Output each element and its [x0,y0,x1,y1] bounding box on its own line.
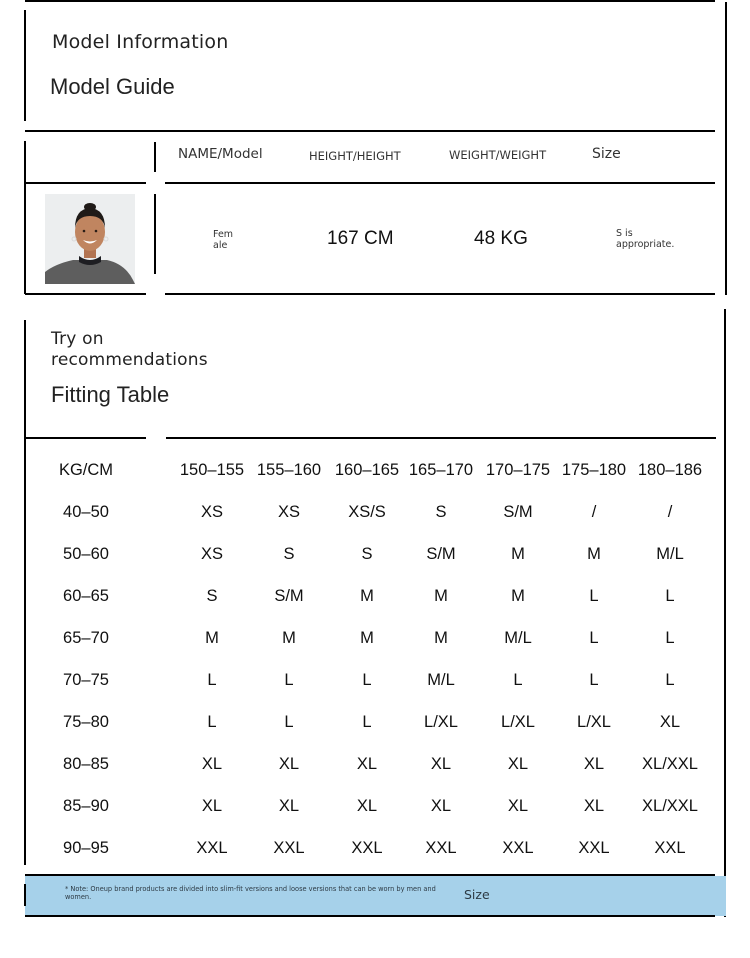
model-height-value: 167 CM [327,228,394,249]
model-name-line2: ale [213,240,228,251]
size-cell: / [591,503,597,521]
size-cell: L/XL [577,713,611,731]
model-table-divider-body [154,194,156,274]
right-border-lower [724,309,726,917]
header-weight: WEIGHT/WEIGHT [449,148,547,162]
size-cell: L [513,671,523,689]
model-portrait-icon [45,194,135,284]
size-cell: XL [430,797,452,815]
table-row [27,701,717,743]
fitting-header-border-right [166,437,716,439]
size-cell: XL [356,797,378,815]
size-cell: XL/XXL [642,797,698,815]
weight-range-label: 70–75 [63,671,109,689]
size-cell: XL [201,755,223,773]
weight-range-label: 60–65 [63,587,109,605]
size-cell: L [362,671,372,689]
weight-range-label: 40–50 [63,503,109,521]
size-cell: XL [659,713,681,731]
size-cell: XL [507,755,529,773]
size-cell: XXL [351,839,383,857]
size-cell: L [665,629,675,647]
table-row [27,827,717,869]
size-cell: S [206,587,218,605]
size-cell: M [434,629,448,647]
model-information-subtitle: Model Information [52,31,229,53]
model-table-bottom-border-right [165,293,715,295]
model-guide-title: Model Guide [50,74,175,99]
size-cell: XS/S [348,503,386,521]
size-cell: L [665,671,675,689]
size-cell: XXL [196,839,228,857]
top-border [25,0,715,2]
try-on-subtitle-line1: Try on [51,329,104,349]
model-section-left-border [24,10,26,121]
size-cell: M [282,629,296,647]
height-range-header: 150–155 [179,461,245,479]
size-cell: XL [278,755,300,773]
model-table-bottom-border-left [25,293,146,295]
note-top-border [25,874,715,876]
weight-range-label: 65–70 [63,629,109,647]
table-row [27,659,717,701]
size-cell: S [361,545,373,563]
height-range-header: 175–180 [561,461,627,479]
header-size: Size [592,146,621,162]
note-bottom-border [25,915,715,917]
model-table-header-border-right [165,182,715,184]
size-cell: L/XL [501,713,535,731]
model-photo [45,194,135,284]
size-cell: M [587,545,601,563]
size-cell: L [284,713,294,731]
header-height: HEIGHT/HEIGHT [309,149,401,163]
size-cell: XS [200,503,224,521]
size-cell: XXL [502,839,534,857]
fitting-header-border-left [25,437,146,439]
note-bar [25,876,726,916]
weight-range-label: 50–60 [63,545,109,563]
model-name-line1: Fem [213,229,234,240]
size-cell: M [360,629,374,647]
size-cell: S/M [274,587,304,605]
note-left-accent [24,884,26,906]
size-cell: XL [583,755,605,773]
size-cell: L [362,713,372,731]
height-range-header: 160–165 [334,461,400,479]
size-cell: XXL [425,839,457,857]
size-cell: L/XL [424,713,458,731]
height-range-header: 170–175 [485,461,551,479]
size-cell: M [360,587,374,605]
model-table-header-border-left [25,182,146,184]
size-cell: M [434,587,448,605]
table-row [27,743,717,785]
size-cell: S/M [503,503,533,521]
size-cell: L [284,671,294,689]
model-weight-value: 48 KG [474,228,528,249]
size-cell: XS [277,503,301,521]
size-cell: L [207,713,217,731]
size-cell: L [589,587,599,605]
size-cell: M [511,587,525,605]
size-cell: XXL [273,839,305,857]
weight-range-label: 90–95 [63,839,109,857]
fitting-table-header-row [27,449,717,491]
model-table-top-border [25,130,715,132]
model-table-left-border [24,141,26,294]
height-range-header: 180–186 [637,461,703,479]
table-row [27,533,717,575]
size-cell: L [589,671,599,689]
size-cell: XL [507,797,529,815]
size-cell: L [665,587,675,605]
size-cell: M/L [427,671,455,689]
size-cell: M [511,545,525,563]
size-cell: M [205,629,219,647]
header-name-model: NAME/Model [178,146,263,162]
model-size-line1: S is [616,228,633,239]
size-cell: XL [201,797,223,815]
height-range-header: 155–160 [256,461,322,479]
size-cell: XXL [654,839,686,857]
size-cell: S [283,545,295,563]
size-cell: M/L [504,629,532,647]
size-cell: XL [430,755,452,773]
size-cell: S [435,503,447,521]
size-cell: L [589,629,599,647]
fitting-section-left-border [24,320,26,865]
weight-range-label: 75–80 [63,713,109,731]
corner-label-kg-cm: KG/CM [58,461,114,479]
size-cell: XS [200,545,224,563]
weight-range-label: 80–85 [63,755,109,773]
table-row [27,491,717,533]
size-cell: S/M [426,545,456,563]
model-size-value [616,228,674,250]
size-cell: XL [583,797,605,815]
fitting-table-title: Fitting Table [51,382,170,407]
try-on-subtitle-line2: recommendations [51,350,208,370]
note-size-label: Size [464,887,490,902]
try-on-subtitle [51,329,208,371]
model-size-line2: appropriate. [616,239,675,250]
weight-range-label: 85–90 [63,797,109,815]
size-cell: XL/XXL [642,755,698,773]
right-border-upper [725,2,727,295]
size-cell: XL [278,797,300,815]
size-cell: L [207,671,217,689]
size-cell: XXL [578,839,610,857]
table-row [27,617,717,659]
fitting-table [27,449,717,869]
size-cell: / [667,503,673,521]
model-table-divider-header [154,142,156,172]
model-name [213,229,233,251]
note-text: * Note: Oneup brand products are divided into slim-fit versions and loose versions that can be worn by men and women. [65,885,436,901]
table-row [27,575,717,617]
size-cell: XL [356,755,378,773]
size-cell: M/L [656,545,684,563]
height-range-header: 165–170 [408,461,474,479]
table-row [27,785,717,827]
